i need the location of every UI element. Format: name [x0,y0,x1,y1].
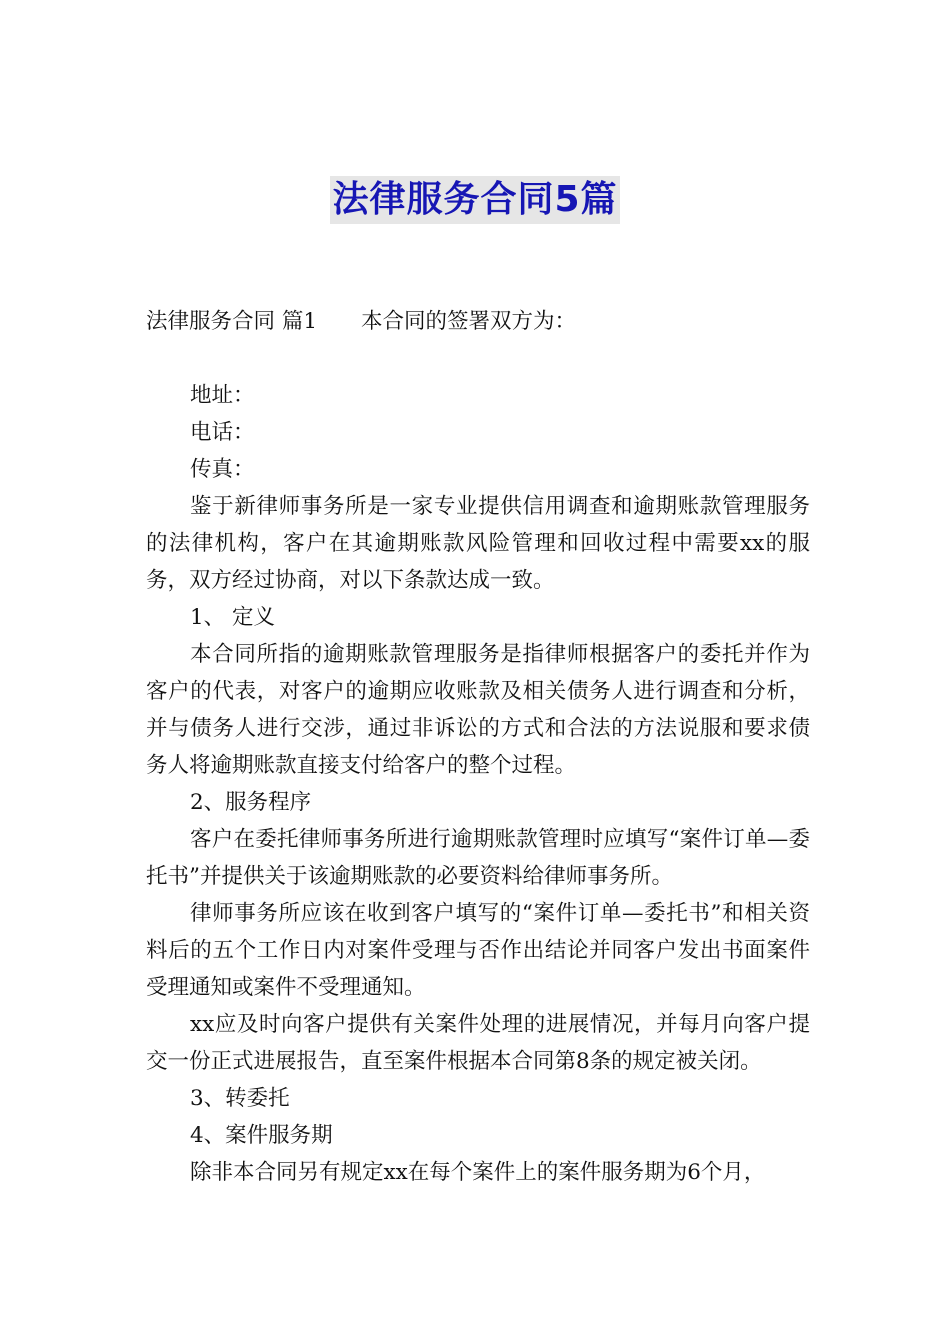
section-heading-subcontract: 3、转委托 [190,1086,290,1111]
paragraph-service-period: 除非本合同另有规定xx在每个案件上的案件服务期为6个月， [190,1160,766,1185]
paragraph-procedure-2: 律师事务所应该在收到客户填写的“案件订单—委托书”和相关资料后的五个工作日内对案件受理与否作出结论并同客户发出书面案件受理通知或案件不受理通知。 [146,901,810,1000]
intro-text: 本合同的签署双方为： [361,309,577,334]
section-heading-procedure: 2、服务程序 [190,790,312,815]
paragraph-procedure-3: xx应及时向客户提供有关案件处理的进展情况，并每月向客户提交一份正式进展报告，直至案件根据本合同第8条的规定被关闭。 [146,1012,810,1074]
document-title-text: 法律服务合同5篇 [330,176,619,224]
document-body [146,303,810,1191]
address-line: 地址： [190,383,255,408]
paragraph-procedure-1: 客户在委托律师事务所进行逾期账款管理时应填写“案件订单—委托书”并提供关于该逾期账款的必要资料给律师事务所。 [146,827,810,889]
phone-line: 电话： [190,420,255,445]
intro-label: 法律服务合同 篇1 [146,309,318,334]
document-title [0,176,950,224]
intro-line [146,303,810,340]
section-heading-service-period: 4、案件服务期 [190,1123,333,1148]
section-heading-definition: 1、 定义 [190,605,276,630]
paragraph-preamble: 鉴于新律师事务所是一家专业提供信用调查和逾期账款管理服务的法律机构，客户在其逾期账款风险管理和回收过程中需要xx的服务，双方经过协商，对以下条款达成一致。 [146,494,810,593]
paragraph-definition: 本合同所指的逾期账款管理服务是指律师根据客户的委托并作为客户的代表，对客户的逾期应收账款及相关债务人进行调查和分析，并与债务人进行交涉，通过非诉讼的方式和合法的方法说服和要求债务人将逾期账款直接支付给客户的整个过程。 [146,642,810,778]
fax-line: 传真： [190,457,255,482]
